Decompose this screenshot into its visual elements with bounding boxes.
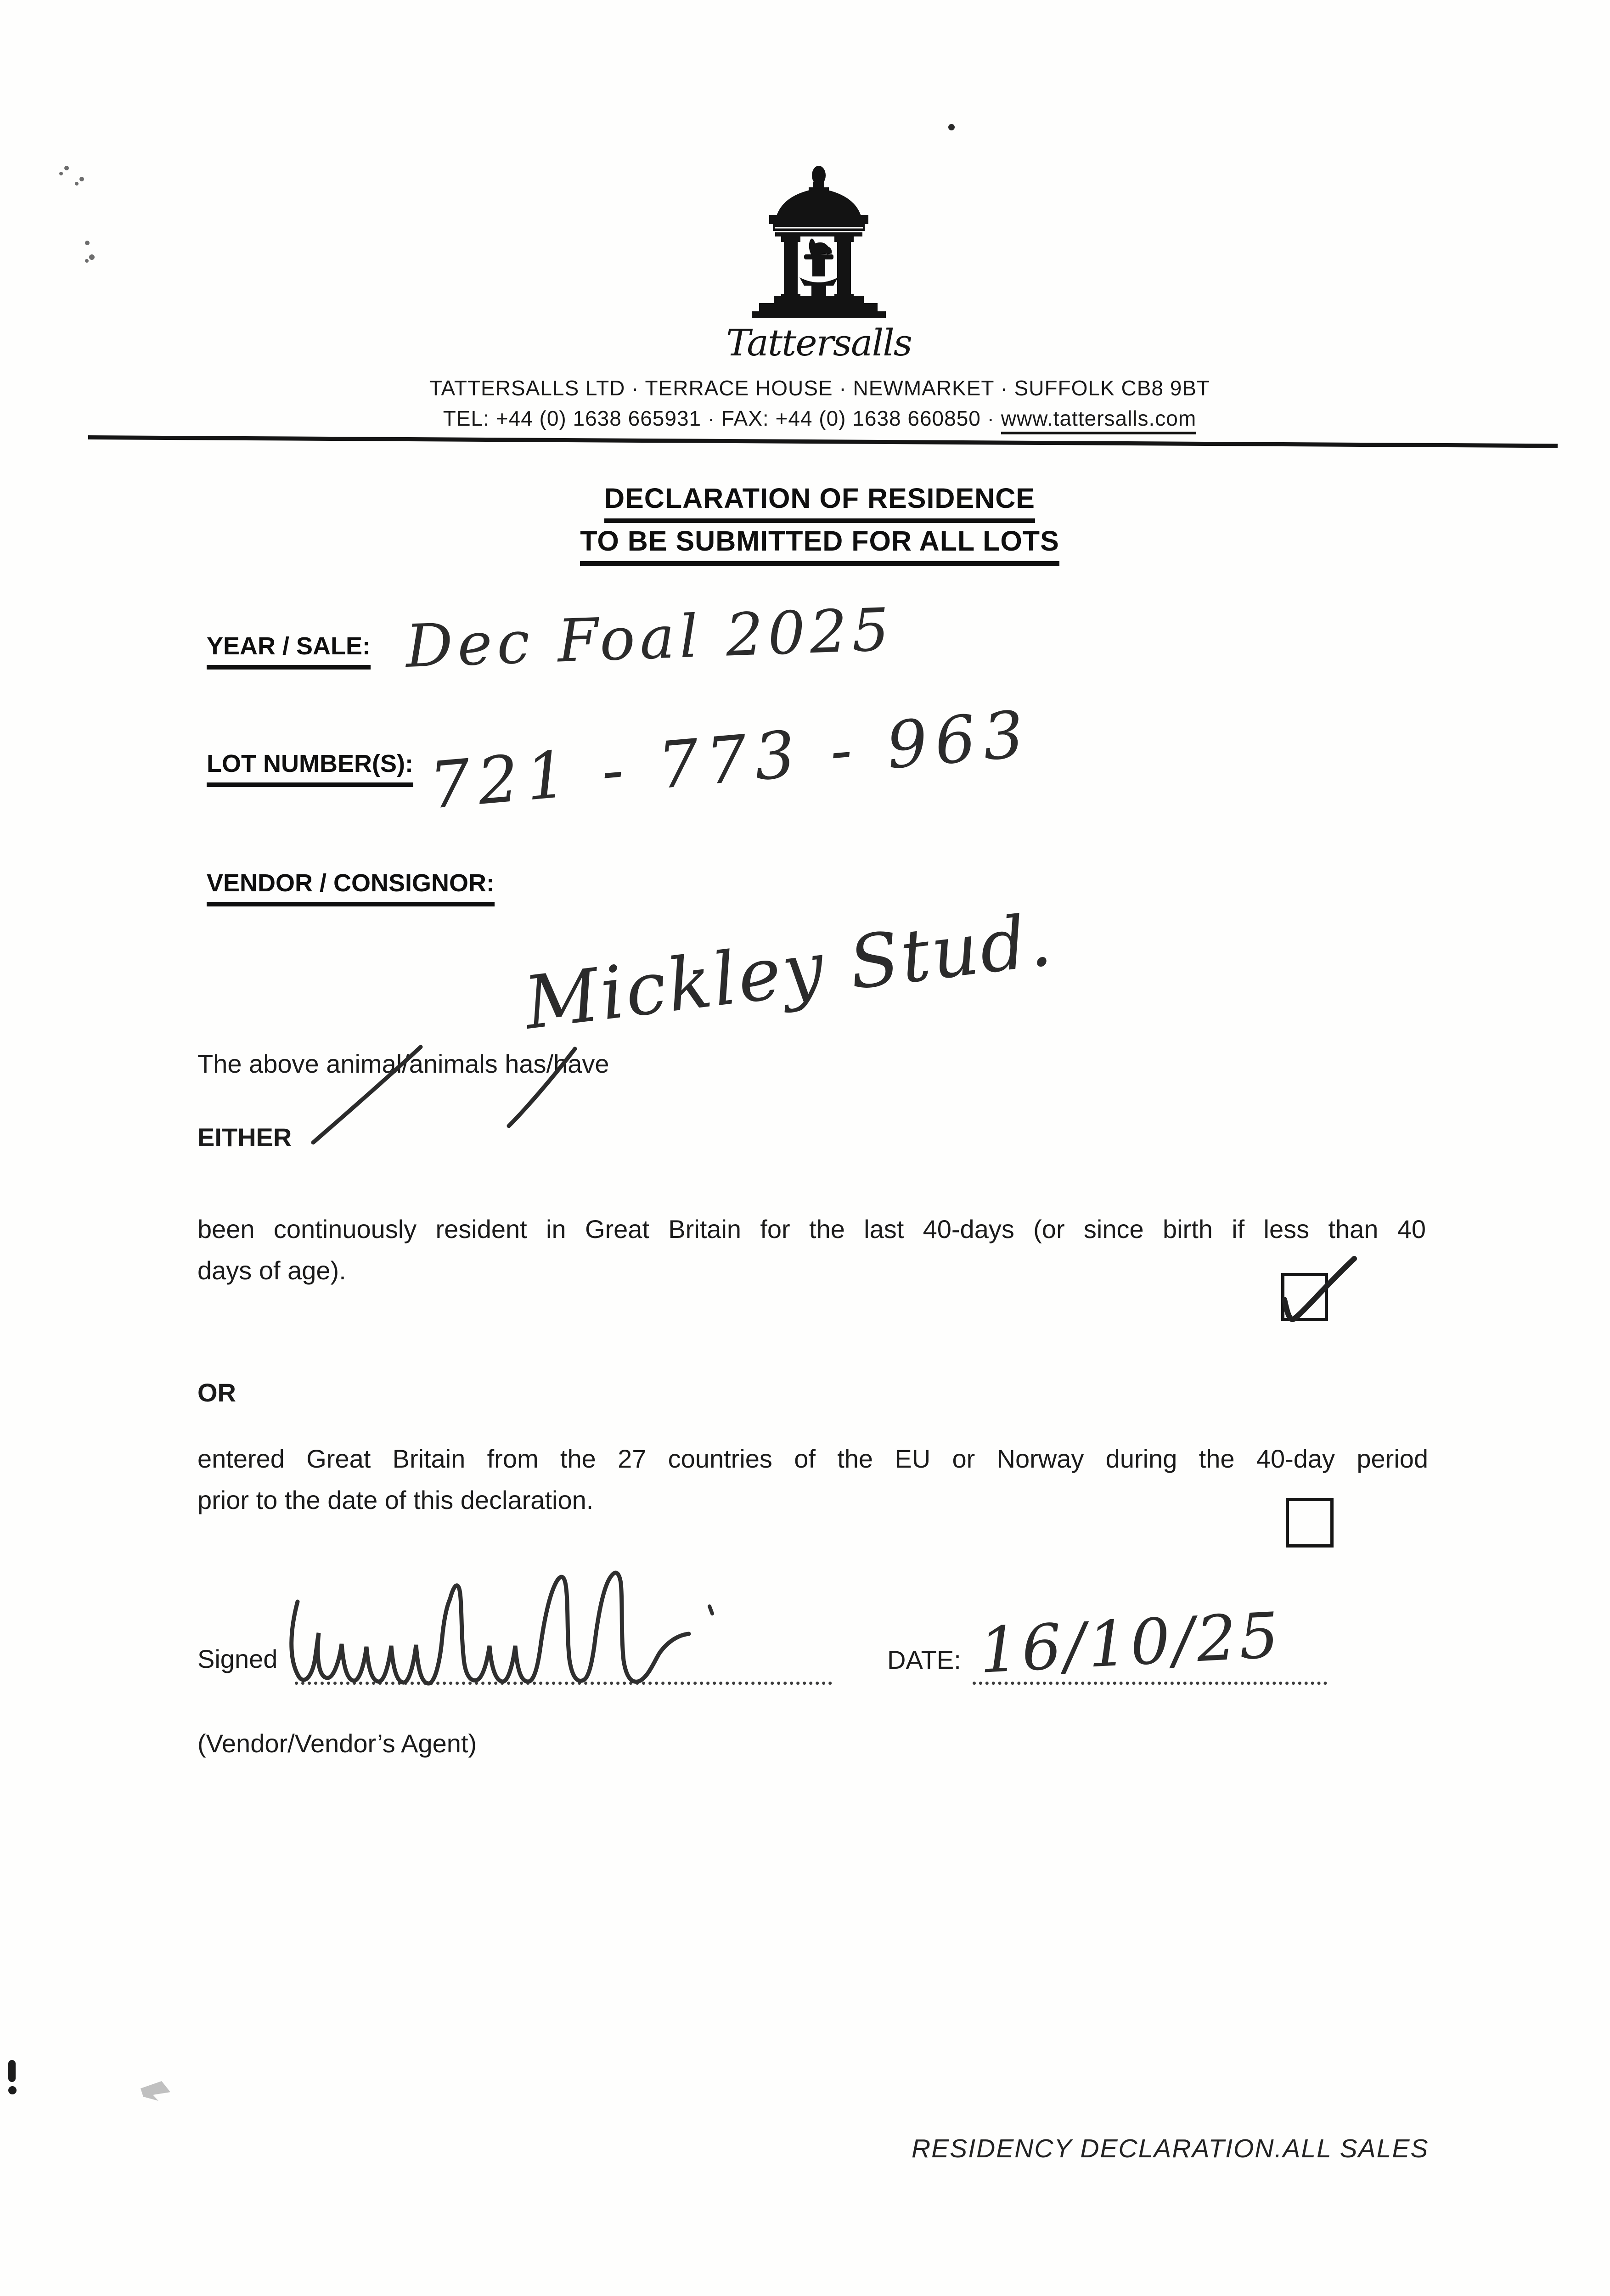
option2-checkbox[interactable]	[1286, 1498, 1334, 1548]
statement-pre: The above	[197, 1049, 327, 1078]
lot-numbers-handwritten-value: 721 - 773 - 963	[426, 696, 1035, 824]
header-contact-line	[29, 406, 1610, 431]
fox-statue-icon	[799, 238, 838, 296]
date-label: DATE:	[887, 1645, 961, 1674]
statement-have-part: /have	[546, 1049, 609, 1078]
vendor-agent-note: (Vendor/Vendor’s Agent)	[197, 1729, 477, 1758]
signed-label: Signed	[197, 1644, 278, 1673]
or-heading: OR	[197, 1378, 236, 1407]
statement-animals-part: /animals	[402, 1049, 505, 1078]
document-title-line1: DECLARATION OF RESIDENCE	[29, 482, 1610, 523]
website-link[interactable]: www.tattersalls.com	[1001, 406, 1196, 434]
date-line[interactable]	[973, 1653, 1327, 1685]
signature-pen-dot	[709, 1606, 712, 1614]
statement-intro-line	[197, 1049, 609, 1079]
option2-text-line1: entered Great Britain from the 27 countries of the EU or Norway during the 40-day period	[197, 1444, 1428, 1473]
header-divider-rule	[88, 435, 1558, 448]
rotunda-monument-icon	[752, 166, 886, 318]
option1-checkbox[interactable]	[1281, 1273, 1328, 1321]
document-title-line2: TO BE SUBMITTED FOR ALL LOTS	[29, 525, 1610, 566]
either-heading: EITHER	[197, 1123, 292, 1152]
logo-wordmark: Tattersalls	[726, 321, 912, 364]
statement-has-word: has	[505, 1049, 546, 1078]
scan-smudge-arrow	[141, 2081, 170, 2101]
header-tel-fax: TEL: +44 (0) 1638 665931 · FAX: +44 (0) 1638 660850 ·	[443, 406, 1001, 430]
footer-doc-reference: RESIDENCY DECLARATION.ALL SALES	[912, 2134, 1429, 2163]
scan-mark-left-margin	[8, 2060, 17, 2094]
tattersalls-logo	[714, 161, 925, 367]
lot-numbers-label: LOT NUMBER(S):	[207, 749, 413, 787]
statement-animal-word: animal	[326, 1049, 402, 1078]
year-sale-label: YEAR / SALE:	[207, 632, 371, 670]
option2-text-line2: prior to the date of this declaration.	[197, 1486, 594, 1514]
option1-text-line1: been continuously resident in Great Britain for the last 40-days (or since birth if less than 40	[197, 1215, 1426, 1244]
header-address-line: TATTERSALLS LTD · TERRACE HOUSE · NEWMARKET · SUFFOLK CB8 9BT	[429, 376, 1210, 400]
scan-speck-cluster-top-left	[59, 166, 95, 263]
option1-text-line2: days of age).	[197, 1256, 346, 1285]
vendor-consignor-label: VENDOR / CONSIGNOR:	[207, 869, 495, 906]
scan-speck-top-center	[948, 124, 955, 130]
date-handwritten-value: 16/10/25	[977, 1599, 1283, 1688]
signature-line[interactable]	[295, 1653, 832, 1685]
vendor-handwritten-value: Mickley Stud.	[520, 897, 1058, 1046]
year-sale-handwritten-value: Dec Foal 2025	[404, 595, 895, 681]
